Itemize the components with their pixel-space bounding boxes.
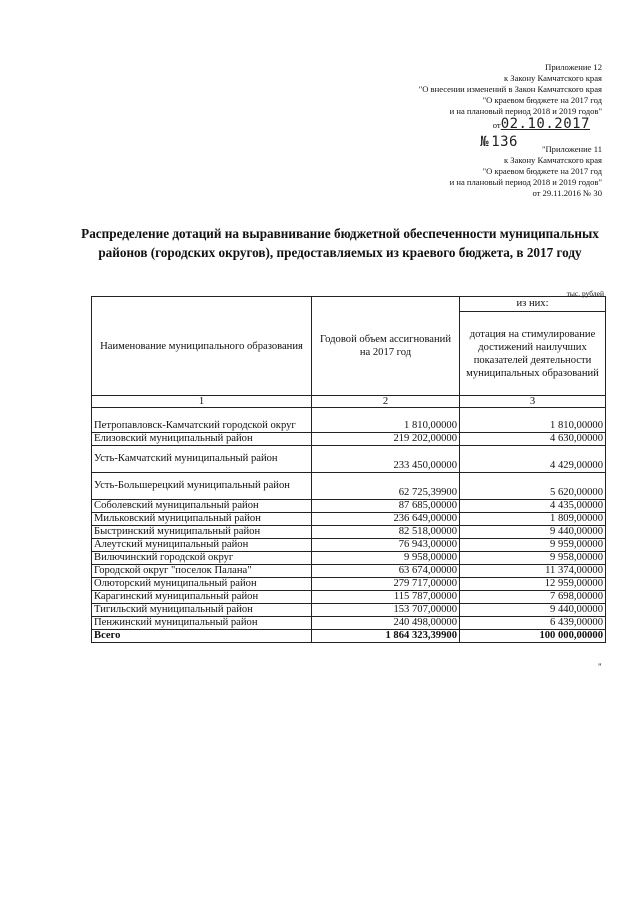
row-stimulus: 4 435,00000	[460, 500, 606, 513]
row-total: 153 707,00000	[312, 604, 460, 617]
table-row	[92, 578, 606, 591]
row-stimulus: 11 374,00000	[460, 565, 606, 578]
row-name: Вилючинский городской округ	[92, 552, 312, 565]
date-handwritten: 02.10.2017	[500, 116, 590, 132]
row-total: 63 674,00000	[312, 565, 460, 578]
appendix-line: к Закону Камчатского края	[503, 155, 602, 165]
row-total: 279 717,00000	[312, 578, 460, 591]
row-total: 240 498,00000	[312, 617, 460, 630]
row-total: 9 958,00000	[312, 552, 460, 565]
col-number-3: 3	[460, 396, 606, 408]
row-stimulus: 9 958,00000	[460, 552, 606, 565]
row-total: 236 649,00000	[312, 513, 460, 526]
total-sum: 1 864 323,39900	[312, 630, 460, 643]
row-name: Петропавловск-Камчатский городской округ	[92, 408, 312, 433]
appendix-line: "Приложение 11	[541, 144, 602, 154]
appendix-line: "О краевом бюджете на 2017 год	[482, 95, 602, 105]
row-stimulus: 1 810,00000	[460, 408, 606, 433]
table-row	[92, 446, 606, 473]
row-stimulus: 12 959,00000	[460, 578, 606, 591]
row-name: Мильковский муниципальный район	[92, 513, 312, 526]
row-stimulus: 5 620,00000	[460, 473, 606, 500]
row-stimulus: 7 698,00000	[460, 591, 606, 604]
appendix-line: к Закону Камчатского края	[503, 73, 602, 83]
total-stimulus: 100 000,00000	[460, 630, 606, 643]
appendix-line: "О краевом бюджете на 2017 год	[482, 166, 602, 176]
closing-quote-mark: "	[598, 662, 602, 672]
row-name: Карагинский муниципальный район	[92, 591, 312, 604]
appendix-line: Приложение 12	[545, 62, 602, 72]
appendix-header-original	[450, 144, 602, 199]
table-row	[92, 617, 606, 630]
table-row	[92, 473, 606, 500]
row-stimulus: 9 440,00000	[460, 604, 606, 617]
row-name: Усть-Большерецкий муниципальный район	[92, 473, 312, 500]
appendix-line: и на плановый период 2018 и 2019 годов"	[449, 177, 602, 187]
row-total: 62 725,39900	[312, 473, 460, 500]
row-total: 76 943,00000	[312, 539, 460, 552]
col-number-1: 1	[92, 396, 312, 408]
number-handwritten: 136	[491, 134, 518, 150]
row-stimulus: 9 440,00000	[460, 526, 606, 539]
subsidy-table	[91, 296, 606, 643]
row-total: 1 810,00000	[312, 408, 460, 433]
table-row	[92, 433, 606, 446]
document-title: Распределение дотаций на выравнивание бюджетной обеспеченности муниципальных районов (городских округов), предоставляемых из краевого бюджета, в 2017 году	[81, 226, 599, 260]
table-row	[92, 526, 606, 539]
row-name: Елизовский муниципальный район	[92, 433, 312, 446]
row-stimulus: 9 959,00000	[460, 539, 606, 552]
appendix-line: "О внесении изменений в Закон Камчатского края	[418, 84, 602, 94]
row-total: 87 685,00000	[312, 500, 460, 513]
total-label: Всего	[92, 630, 312, 643]
row-name: Усть-Камчатский муниципальный район	[92, 446, 312, 473]
col-header-total: Годовой объем ассигнований на 2017 год	[312, 297, 460, 396]
row-name: Соболевский муниципальный район	[92, 500, 312, 513]
row-stimulus: 6 439,00000	[460, 617, 606, 630]
date-prefix: от	[492, 120, 501, 130]
row-name: Тигильский муниципальный район	[92, 604, 312, 617]
table-row	[92, 565, 606, 578]
row-name: Алеутский муниципальный район	[92, 539, 312, 552]
total-row	[92, 630, 606, 643]
row-name: Городской округ "поселок Палана"	[92, 565, 312, 578]
table-row	[92, 552, 606, 565]
row-name: Олюторский муниципальный район	[92, 578, 312, 591]
table-row	[92, 513, 606, 526]
col-header-name: Наименование муниципального образования	[92, 297, 312, 396]
appendix-header-amendment	[419, 62, 602, 131]
number-prefix: №	[480, 134, 490, 150]
row-total: 233 450,00000	[312, 446, 460, 473]
table-row	[92, 408, 606, 433]
table-row	[92, 591, 606, 604]
row-total: 219 202,00000	[312, 433, 460, 446]
row-stimulus: 1 809,00000	[460, 513, 606, 526]
units-label: тыс. рублей	[566, 289, 604, 298]
table-row	[92, 604, 606, 617]
row-stimulus: 4 429,00000	[460, 446, 606, 473]
table-row	[92, 500, 606, 513]
col-header-stimulus: дотация на стимулирование достижений наилучших показателей деятельности муниципальных образований	[460, 312, 606, 396]
col-header-of-them: из них:	[460, 297, 606, 312]
row-stimulus: 4 630,00000	[460, 433, 606, 446]
row-total: 82 518,00000	[312, 526, 460, 539]
row-name: Пенжинский муниципальный район	[92, 617, 312, 630]
law-date	[419, 116, 590, 132]
row-name: Быстринский муниципальный район	[92, 526, 312, 539]
row-total: 115 787,00000	[312, 591, 460, 604]
col-number-2: 2	[312, 396, 460, 408]
appendix-line: от 29.11.2016 № 30	[532, 188, 602, 198]
table-row	[92, 539, 606, 552]
appendix-line: и на плановый период 2018 и 2019 годов"	[449, 106, 602, 116]
